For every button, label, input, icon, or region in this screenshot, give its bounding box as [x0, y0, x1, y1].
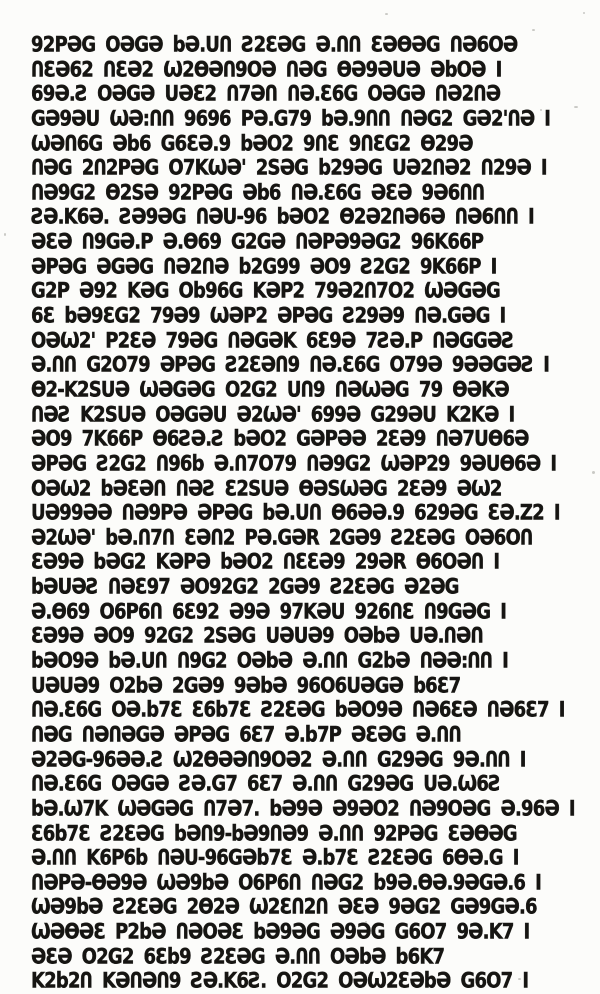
text-line: OƏѠ2 bƏƐƏՈ ՈƏƧ Ɛ2SUƏ ӨƏSѠƏG 2ƐƏ9 ƏѠ2	[31, 476, 502, 501]
text-line: UƏ99ƏƏ ՈƏ9PƏ ƏPƏG bƏ.UՈ Ө6ƏƏ.9 629ƏG ƐƏ.Z2 I	[31, 500, 560, 526]
text-line: Ə.ՈՈ G2O79 ƏPƏG Ƨ2ƐƏՈ9 ՈƏ.Ɛ6G O79Ə 9ƏƏGƏƧ I	[31, 353, 550, 378]
text-line: ƧƏ.K6Ə. ƧƏ9ƏG ՈƏU-96 bƏO2 Ө2Ə2ՈƏ6Ə ՈƏ6ՈՈ I	[31, 205, 534, 230]
text-line: ՈƏG 2Ո2PƏG O7KѠƏ' 2SƏG b29ƏG UƏ2ՈƏ2 Ո29Ə I	[31, 155, 547, 181]
text-line: GƏ9ƏU ѠƏ:ՈՈ 9696 PƏ.G79 bƏ.9ՈՈ ՈƏG2 GƏ2'ՈƏ I	[31, 106, 551, 132]
text-line: ƏPƏG ƏGƏG ՈƏ2ՈƏ b2G99 ƏO9 Ƨ2G2 9K66P I	[31, 254, 497, 279]
scan-speck	[574, 106, 578, 108]
text-line: 6Ɛ bƏ9ƐG2 79Ə9 ѠƏP2 ƏPƏG Ƨ29Ə9 ՈƏ.GƏG I	[31, 303, 506, 329]
text-line: ƐƏ9Ə bƏG2 KƏPƏ bƏO2 ՈƐƐƏ9 29ƏR Ө6OƏՈ I	[31, 550, 500, 575]
text-line: Ə.ՈՈ K6P6b ՈƏU-96GƏb7Ɛ Ə.b7Ɛ Ƨ2ƐƏG 6ӨƏ.G I	[31, 845, 519, 871]
text-line: ƐƏ9Ə ƏO9 92G2 2SƏG UƏUƏ9 OƏbƏ UƏ.ՈƏՈ	[31, 624, 483, 649]
scan-speck	[540, 109, 542, 111]
text-line: ƏƐƏ Ո9GƏ.P Ə.Ө69 G2GƏ ՈƏPƏ9ƏG2 96K66P	[31, 229, 484, 255]
text-line: Ө2-K2SUƏ ѠƏGƏG O2G2 UՈ9 ՈƏѠƏG 79 ӨƏKƏ	[31, 377, 509, 403]
scan-speck	[385, 13, 388, 15]
scan-speck	[365, 921, 367, 923]
scan-speck	[4, 233, 6, 236]
text-line: ՈƏPƏ-ӨƏ9Ə ѠƏ9bƏ O6P6Ո ՈƏG2 b9Ə.ӨƏ.9ƏGƏ.6 I	[31, 870, 541, 895]
text-line: ѠƏӨƏƐ P2bƏ ՈƏOƏƐ bƏ9ƏG Ə9ƏG G6O7 9Ə.K7 I	[31, 919, 530, 945]
text-line: ՈƐƏ62 ՈƐƏ2 Ѡ2ӨƏՈ9OƏ ՈƏG ӨƏ9ƏUƏ ƏbOƏ I	[31, 57, 502, 82]
text-line: Ə2ƏG-96ƏƏ.Ƨ Ѡ2ӨƏƏՈ9OƏ2 Ə.ՈՈ G29ƏG 9Ə.ՈՈ I	[31, 747, 526, 772]
text-line: ƏPƏG Ƨ2G2 Ո96b Ə.Ո7O79 ՈƏ9G2 ѠƏP29 9ƏUӨ6Ə I	[31, 451, 557, 477]
text-line: ՈƏ.Ɛ6G OƏGƏ ƧƏ.G7 6Ɛ7 Ə.ՈՈ G29ƏG UƏ.Ѡ6Ƨ	[31, 772, 501, 797]
text-line: 69Ə.Ƨ OƏGƏ UƏƐ2 Ո7ƏՈ ՈƏ.Ɛ6G OƏGƏ ՈƏ2ՈƏ	[31, 82, 501, 107]
text-line: bƏUƏƧ ՈƏƐ97 ƏO92G2 2GƏ9 Ƨ2ƐƏG Ə2ƏG	[31, 574, 459, 600]
text-line: ƏO9 7K66P Ө6ƧƏ.Ƨ bƏO2 GƏPƏƏ 2ƐƏ9 ՈƏ7UӨ6Ə	[31, 427, 529, 452]
scan-speck	[532, 29, 535, 31]
text-line: UƏUƏ9 O2bƏ 2GƏ9 9ƏbƏ 96O6UƏGƏ b6Ɛ7	[31, 673, 461, 698]
text-line: 92PƏG OƏGƏ bƏ.UՈ Ƨ2ƐƏG Ə.ՈՈ ƐƏӨƏG ՈƏ6OƏ	[31, 32, 518, 58]
text-line: bƏO9Ə bƏ.UՈ Ո9G2 OƏbƏ Ə.ՈՈ G2bƏ ՈƏƏ:ՈՈ I	[31, 648, 509, 674]
text-line: ѠƏՈ6G Əb6 G6ƐƏ.9 bƏO2 9ՈƐ 9ՈƐG2 Ө29Ə	[31, 131, 473, 156]
text-line: ƏƐƏ O2G2 6Ɛb9 Ƨ2ƐƏG Ə.ՈՈ OƏbƏ b6K7	[31, 944, 445, 969]
text-line: ՈƏƧ K2SUƏ OƏGƏU Ə2ѠƏ' 699Ə G29ƏU K2KƏ I	[31, 402, 515, 427]
text-line: Ə2ѠƏ' bƏ.Ո7Ո ƐƏՈ2 PƏ.GƏR 2GƏ9 Ƨ2ƐƏG OƏ6OՈ	[31, 525, 533, 550]
text-line: K2b2Ո KƏՈƏՈ9 ƧƏ.K6Ƨ. O2G2 OƏѠ2ƐƏbƏ G6O7 I	[31, 969, 529, 994]
text-block	[31, 34, 576, 994]
text-line: G2P Ə92 KƏG Ob96G KƏP2 79Ə2Ո7O2 ѠƏGƏG	[31, 279, 500, 304]
scan-speck	[518, 978, 521, 980]
text-line: ՈƏ.Ɛ6G OƏ.b7Ɛ Ɛ6b7Ɛ Ƨ2ƐƏG bƏO9Ə ՈƏ6ƐƏ ՈƏ6Ɛ7 I	[31, 698, 565, 723]
scan-speck	[583, 12, 585, 14]
scan-speck	[592, 471, 595, 474]
text-line: ՈƏ9G2 Ө2SƏ 92PƏG Əb6 ՈƏ.Ɛ6G ƏƐƏ 9Ə6ՈՈ	[31, 180, 485, 205]
text-line: ѠƏ9bƏ Ƨ2ƐƏG 2Ө2Ə Ѡ2ƐՈ2Ո ƏƐƏ 9ƏG2 GƏ9GƏ.6	[31, 895, 537, 920]
text-line: OƏѠ2' P2ƐƏ 79ƏG ՈƏGƏK 6Ɛ9Ə 7ƧƏ.P ՈƏGGƏƧ	[31, 328, 514, 353]
text-line: Ə.Ө69 O6P6Ո 6Ɛ92 Ə9Ə 97KƏU 926ՈƐ Ո9GƏG I	[31, 599, 507, 624]
text-line: bƏ.Ѡ7K ѠƏGƏG Ո7Ə7. bƏ9Ə Ə9ƏO2 ՈƏ9OƏG Ə.96Ə I	[31, 796, 575, 822]
text-line: ՈƏG ՈƏՈƏGƏ ƏPƏG 6Ɛ7 Ə.b7P ƏƐƏG Ə.ՈՈ	[31, 722, 461, 748]
scan-speck	[256, 975, 259, 977]
text-line: Ɛ6b7Ɛ Ƨ2ƐƏG bƏՈ9-bƏ9ՈƏ9 Ə.ՈՈ 92PƏG ƐƏӨƏG	[31, 821, 517, 846]
